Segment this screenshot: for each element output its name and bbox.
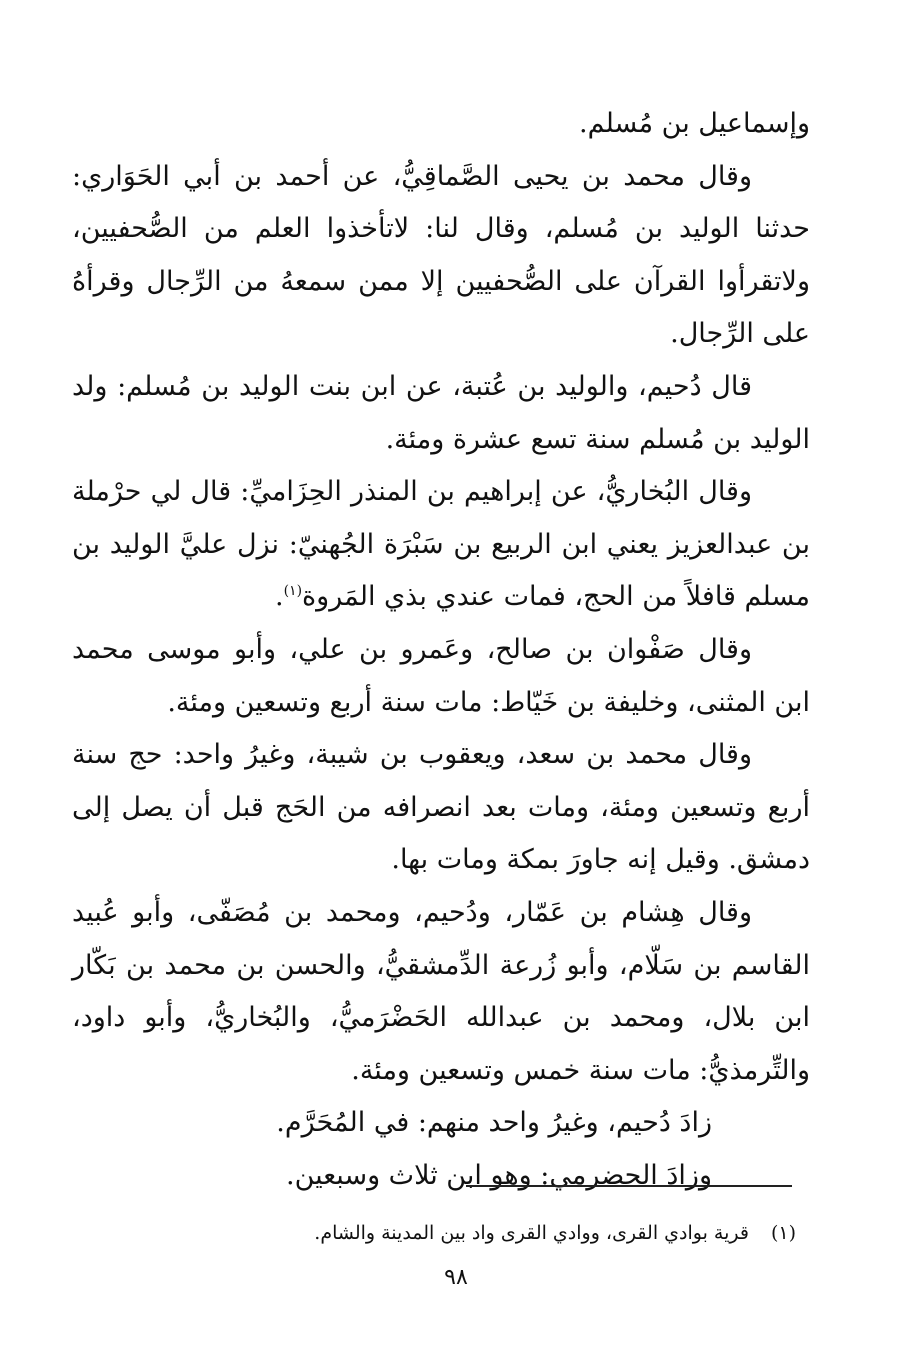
paragraph-5: وقال صَفْوان بن صالح، وعَمرو بن علي، وأبو موسى محمد ابن المثنى، وخليفة بن خَيّاط: مات سنة أربع وتسعين ومئة. bbox=[72, 633, 810, 718]
paragraph-7: وقال هِشام بن عَمّار، ودُحيم، ومحمد بن مُصَفّى، وأبو عُبيد القاسم بن سَلّام، وأبو زُرعة الدِّمشقيُّ، والحسن بن محمد بن بَكّار ابن بلال، ومحمد بن عبدالله الحَضْرَميُّ، والبُخاريُّ، وأبو داود، والتِّرمذيُّ: مات سنة خمس وتسعين ومئة. bbox=[72, 896, 810, 1086]
paragraph-1: وإسماعيل بن مُسلم. bbox=[579, 108, 810, 139]
paragraph-6: وقال محمد بن سعد، ويعقوب بن شيبة، وغيرُ واحد: حج سنة أربع وتسعين ومئة، ومات بعد انصرافه من الحَج قبل أن يصل إلى دمشق. وقيل إنه جاورَ بمكة ومات بها. bbox=[72, 739, 810, 876]
paragraph-4-text: وقال البُخاريُّ، عن إبراهيم بن المنذر الحِزَاميِّ: قال لي حرْملة بن عبدالعزيز يعني ابن الربيع بن سَبْرَة الجُهنيّ: نزل عليَّ الوليد بن مسلم قافلاً من الحج، فمات عندي بذي المَروة bbox=[72, 476, 810, 613]
page-number: ٩٨ bbox=[444, 1265, 468, 1290]
paragraph-4-end: . bbox=[274, 581, 284, 613]
footnote-divider bbox=[466, 1185, 792, 1187]
paragraph-3: قال دُحيم، والوليد بن عُتبة، عن ابن بنت الوليد بن مُسلم: ولد الوليد بن مُسلم سنة تسع عشرة ومئة. bbox=[72, 370, 810, 455]
main-text bbox=[72, 98, 810, 1202]
footnote-text: قرية بوادي القرى، ووادي القرى واد بين المدينة والشام. bbox=[314, 1222, 749, 1244]
paragraph-2: وقال محمد بن يحيى الصَّماقِيُّ، عن أحمد بن أبي الحَوَاري: حدثنا الوليد بن مُسلم، وقال لنا: لاتأخذوا العلم من الصُّحفيين، ولاتقرأوا القرآن على الصُّحفيين إلا ممن سمعهُ من الرِّجال وقرأهُ على الرِّجال. bbox=[72, 160, 810, 350]
footnote bbox=[240, 1218, 796, 1248]
paragraph-8: زادَ دُحيم، وغيرُ واحد منهم: في المُحَرَّم. bbox=[276, 1107, 712, 1139]
footnote-reference[interactable]: (١) bbox=[283, 583, 303, 600]
paragraph-4 bbox=[72, 466, 810, 624]
paragraph-9: وزادَ الحضرمي: وهو ابن ثلاث وسبعين. bbox=[285, 1159, 712, 1191]
footnote-number: (١) bbox=[770, 1222, 796, 1244]
